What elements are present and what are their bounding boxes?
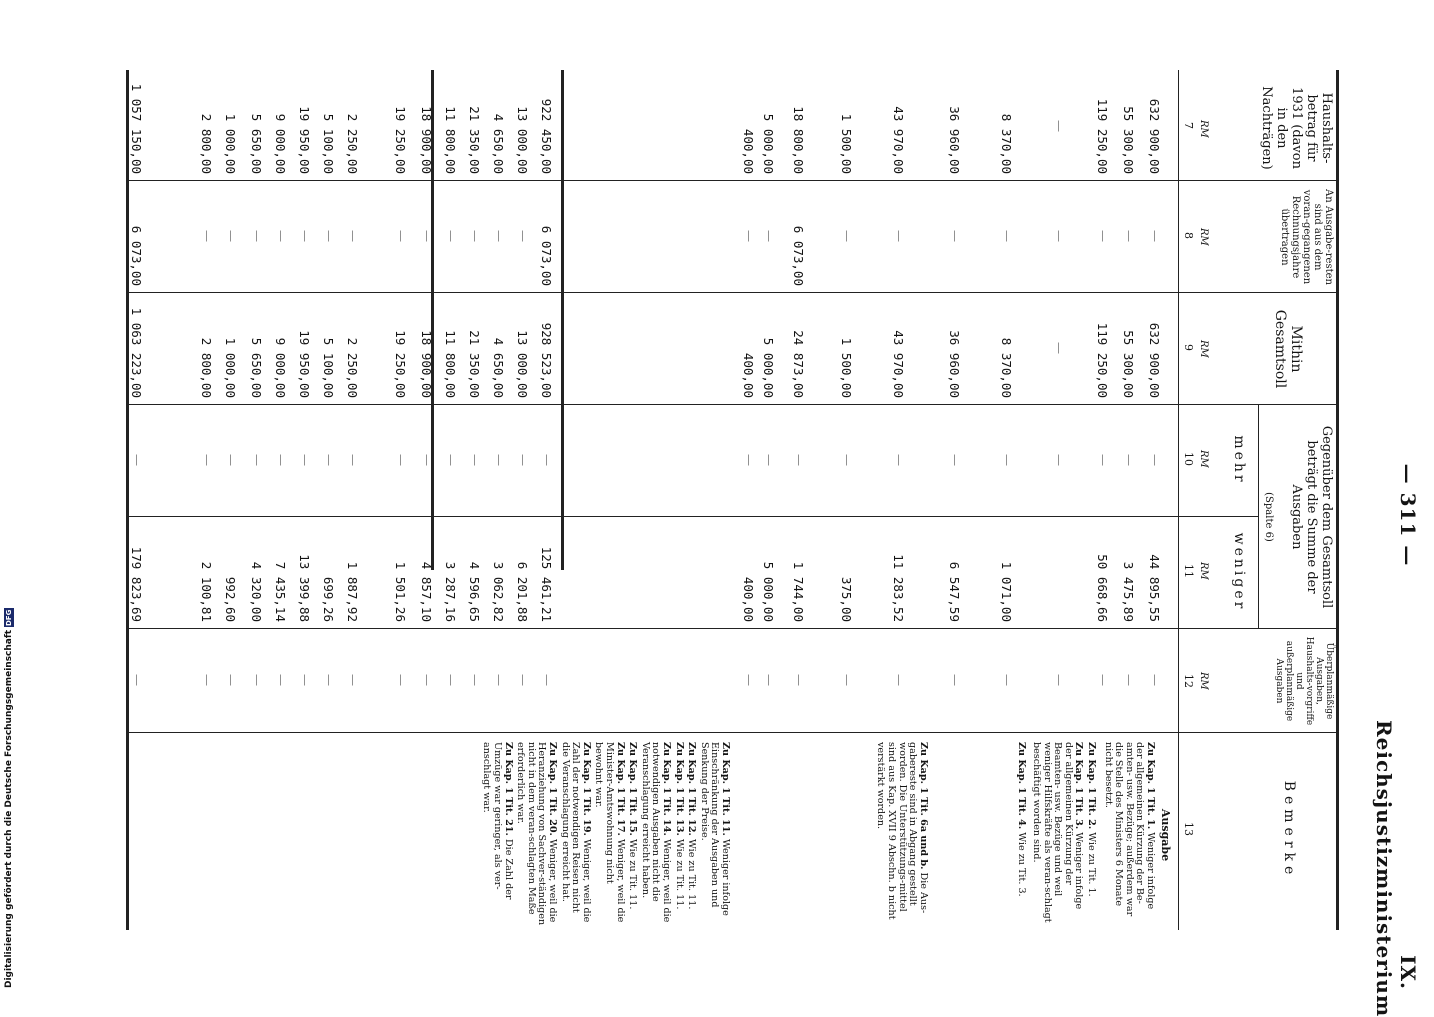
table-row-cell-c10: — (200, 454, 214, 466)
col8-number: 8 (1182, 232, 1195, 239)
group-rule (1258, 404, 1259, 628)
remark-note (673, 742, 684, 928)
table-row-cell-c11: 1 744,00 (791, 561, 806, 622)
col11-header: weniger (1231, 532, 1247, 612)
table-row-cell-c12: — (540, 674, 554, 686)
remarks-heading: Ausgabe (1159, 808, 1172, 862)
table-row-cell-c7: 1 500,00 (839, 113, 854, 174)
table-row-cell-c12: — (1000, 674, 1014, 686)
table-row-cell-c12: — (840, 674, 854, 686)
table-row-cell-c7: 400,00 (741, 128, 756, 174)
page-number: — 311 — (1396, 463, 1420, 567)
table-row-cell-c10: — (224, 454, 238, 466)
remark-text: Wie zu Tit. 1. (1086, 832, 1098, 897)
table-row-cell-c8: — (1148, 230, 1162, 242)
table-row-cell-c12: — (346, 674, 360, 686)
table-row-cell-c7: 632 900,00 (1147, 98, 1162, 174)
table-row-cell-c10: — (742, 454, 756, 466)
table-row-cell-c8: — (298, 230, 312, 242)
table-row-cell-c7: 19 250,00 (393, 106, 408, 174)
table-row-cell-c8: — (1052, 230, 1066, 242)
table-row-cell-c8: 6 073,00 (539, 225, 554, 286)
table-row-cell-c8: — (840, 230, 854, 242)
table-row-cell-c10: — (444, 454, 458, 466)
table-row-cell-c11: 5 000,00 (761, 561, 776, 622)
remark-ref: Zu Kap. 1 Tit. 6a und b. (917, 742, 929, 870)
table-row-cell-c7: 43 970,00 (891, 106, 906, 174)
col-rule-11-12 (129, 628, 1339, 629)
table-row-cell-c11: 3 287,16 (443, 561, 458, 622)
table-row-cell-c8: — (516, 230, 530, 242)
remark-text: Wie zu Tit. 11. (686, 838, 698, 910)
table-row-cell-c10: — (540, 454, 554, 466)
table-row-cell-c11: 699,26 (321, 576, 336, 622)
table-row-cell-c9: 19 250,00 (393, 330, 408, 398)
table-row-cell-c10: — (792, 454, 806, 466)
remark-note (875, 742, 928, 928)
table-row-cell-c10: — (250, 454, 264, 466)
table-row-cell-c8: — (420, 230, 434, 242)
table-row-cell-c12: — (1052, 674, 1066, 686)
remark-text: Weniger, weil die notwendigen Ausgaben nicht die Veranschlagung erreicht haben. (639, 742, 672, 923)
table-row-cell-c10: — (394, 454, 408, 466)
table-row-cell-c8: — (762, 230, 776, 242)
col-rule-12-13 (129, 732, 1339, 733)
col12-header: Überplanmäßige Ausgaben, Haushalts-vorgriffe und außerplanmäßige Ausgaben (1274, 636, 1334, 726)
col7-number: 7 (1182, 122, 1195, 129)
table-row-cell-c12: — (1122, 674, 1136, 686)
remark-ref: Zu Kap. 1 Tit. 20. (547, 742, 558, 836)
chapter-title: IX. Reichsjustizministerium (1372, 720, 1420, 1017)
remark-ref: Zu Kap. 1 Tit. 11. (719, 742, 731, 836)
table-row-cell-c10: — (762, 454, 776, 466)
table-row-cell-c8: — (346, 230, 360, 242)
table-row-cell-c12: — (444, 674, 458, 686)
table-row-cell-c8: — (492, 230, 506, 242)
table-row-cell-c8: — (200, 230, 214, 242)
table-row-cell-c9: 2 250,00 (345, 337, 360, 398)
table-row-cell-c9: 18 900,00 (419, 330, 434, 398)
table-row-cell-c10: — (840, 454, 854, 466)
table-row-cell-c12: — (250, 674, 264, 686)
remark-note (1085, 742, 1096, 928)
table-row-cell-c10: — (1000, 454, 1014, 466)
group-header: Gegenüber dem Gesamtsoll beträgt die Summe der Ausgaben (1289, 425, 1334, 609)
total-row-cell-c10: — (130, 454, 144, 466)
table-row-cell-c11: 6 201,88 (515, 561, 530, 622)
table-row-cell-c9: 928 523,00 (539, 322, 554, 398)
table-row-cell-c11: 375,00 (839, 576, 854, 622)
table-row-cell-c11: 1 501,26 (393, 561, 408, 622)
table-row-cell-c10: — (298, 454, 312, 466)
remark-text: Weniger, weil die Zahl der notwendigen Reisen nicht die Veranschlagung erreicht hat. (559, 742, 592, 923)
table-row-cell-c12: — (394, 674, 408, 686)
col8-unit: RM (1198, 228, 1209, 246)
remark-ref: Zu Kap. 1 Tit. 14. (660, 742, 672, 836)
table-row-cell-c9: 2 800,00 (199, 337, 214, 398)
table-row-cell-c9: 400,00 (741, 352, 756, 398)
table-row-cell-c7: 21 350,00 (467, 106, 482, 174)
table-row-cell-c9: 43 970,00 (891, 330, 906, 398)
col-rule-10-11 (129, 516, 1259, 517)
remark-text: Wie zu Tit. 11. (673, 838, 685, 910)
table-row-cell-c7: 2 800,00 (199, 113, 214, 174)
table-row-cell-c9: 55 300,00 (1121, 330, 1136, 398)
col9-header: Mithin Gesamtsoll (1272, 309, 1304, 389)
table-row-cell-c9: 9 000,00 (273, 337, 288, 398)
table-row-cell-c7: 55 300,00 (1121, 106, 1136, 174)
remark-note (627, 742, 638, 928)
table-row-cell-c11: 3 475,89 (1121, 561, 1136, 622)
col12-unit: RM (1198, 672, 1209, 690)
table-row-cell-c7: 1 000,00 (223, 113, 238, 174)
col-rule-9-10 (129, 404, 1339, 405)
table-row-cell-c8: — (322, 230, 336, 242)
table-row-cell-c12: — (322, 674, 336, 686)
remark-text: Weniger, weil die Minister-Amtswohnung nicht bewohnt war. (593, 742, 626, 923)
table-row-cell-c11: 7 435,14 (273, 561, 288, 622)
remark-ref: Zu Kap. 1 Tit. 13. (673, 742, 685, 836)
remark-text: Weniger infolge der allgemeinen Kürzung der Be-amten- usw. Bezüge; außerdem war die Stelle des Ministers 6 Monate nicht besetzt. (1102, 742, 1156, 917)
table-row-cell-c12: — (200, 674, 214, 686)
col9-number: 9 (1182, 344, 1195, 351)
table-row-cell-c12: — (1148, 674, 1162, 686)
remark-text: Die Aus-gabereste sind in Abgang gestellt worden. Die Unterstützungs-mittel sind aus Kap. XVII 9 Abschn. b nicht verstärkt worden. (875, 742, 929, 920)
table-row-cell-c10: — (420, 454, 434, 466)
top-rule (1336, 70, 1339, 930)
remark-text: Wie zu Tit. 11. (627, 838, 639, 910)
remark-text: Wie zu Tit. 3. (1016, 832, 1028, 897)
remark-ref: Zu Kap. 1 Tit. 4. (1016, 742, 1028, 830)
table-row-cell-c7: 18 900,00 (419, 106, 434, 174)
table-row-cell-c10: — (468, 454, 482, 466)
table-row-cell-c9: 5 000,00 (761, 337, 776, 398)
table-row-cell-c12: — (762, 674, 776, 686)
remark-ref: Zu Kap. 1 Tit. 12. (686, 742, 698, 836)
remark-note (481, 742, 513, 928)
dfg-logo: DFG (5, 609, 13, 626)
table-row-cell-c7: — (1052, 120, 1066, 132)
table-row-cell-c8: — (1096, 230, 1110, 242)
header-rule (1178, 70, 1179, 930)
col10-number: 10 (1182, 452, 1195, 466)
col13-header: Bemerke (1281, 780, 1297, 880)
table-row-cell-c11: 13 399,88 (297, 554, 312, 622)
table-row-cell-c7: 5 100,00 (321, 113, 336, 174)
table-row-cell-c12: — (792, 674, 806, 686)
remark-ref: Zu Kap. 1 Tit. 15. (627, 742, 639, 836)
table-row-cell-c9: 11 800,00 (443, 330, 458, 398)
table-row-cell-c9: — (1052, 342, 1066, 354)
remark-ref: Zu Kap. 1 Tit. 21. (502, 742, 514, 836)
table-row-cell-c12: — (742, 674, 756, 686)
remark-ref: Zu Kap. 1 Tit. 3. (1073, 742, 1085, 830)
table-row-cell-c12: — (274, 674, 288, 686)
table-row-cell-c9: 8 370,00 (999, 337, 1014, 398)
table-row-cell-c11: 3 062,82 (491, 561, 506, 622)
table-row-cell-c10: — (1096, 454, 1110, 466)
table-row-cell-c10: — (892, 454, 906, 466)
table-row-cell-c8: — (1000, 230, 1014, 242)
table-row-cell-c10: — (1122, 454, 1136, 466)
table-row-cell-c7: 2 250,00 (345, 113, 360, 174)
table-row-cell-c8: — (274, 230, 288, 242)
table-row-cell-c9: 5 650,00 (249, 337, 264, 398)
total-row-cell-c12: — (130, 674, 144, 686)
table-row-cell-c12: — (892, 674, 906, 686)
table-row-cell-c9: 1 500,00 (839, 337, 854, 398)
col-rule-7-8 (129, 180, 1339, 181)
remark-text: Weniger, weil die Heranziehung von Sachver-ständigen nicht in dem veran-schlagten Maße erforderlich war. (515, 742, 558, 926)
table-row-cell-c11: 11 283,52 (891, 554, 906, 622)
table-row-cell-c8: — (394, 230, 408, 242)
table-row-cell-c9: 632 900,00 (1147, 322, 1162, 398)
table-row-cell-c8: — (1122, 230, 1136, 242)
total-row-cell-c9: 1 063 223,00 (129, 307, 144, 398)
table-row-cell-c11: 4 320,00 (249, 561, 264, 622)
table-row-cell-c11: 1 071,00 (999, 561, 1014, 622)
side-credit (4, 608, 18, 988)
col9-unit: RM (1198, 340, 1209, 358)
table-row-cell-c9: 4 650,00 (491, 337, 506, 398)
table-row-cell-c7: 11 800,00 (443, 106, 458, 174)
table-row-cell-c12: — (948, 674, 962, 686)
table-row-cell-c10: — (274, 454, 288, 466)
remark-ref: Zu Kap. 1 Tit. 1. (1145, 742, 1156, 830)
table-row-cell-c9: 24 873,00 (791, 330, 806, 398)
table-row-cell-c8: — (892, 230, 906, 242)
table-row-cell-c7: 9 000,00 (273, 113, 288, 174)
remark-text: Weniger infolge Einschränkung der Ausgaben und Senkung der Preise. (698, 742, 731, 916)
table-row-cell-c11: 400,00 (741, 576, 756, 622)
total-row-cell-c11: 179 823,69 (129, 546, 144, 622)
table-row-cell-c11: 125 461,21 (539, 546, 554, 622)
table-row-cell-c9: 13 000,00 (515, 330, 530, 398)
table-row-cell-c12: — (420, 674, 434, 686)
table-row-cell-c7: 8 370,00 (999, 113, 1014, 174)
table-row-cell-c11: 50 668,66 (1095, 554, 1110, 622)
remark-ref: Zu Kap. 1 Tit. 2. (1086, 742, 1098, 830)
remarks-column (481, 742, 1172, 928)
total-row-cell-c7: 1 057 150,00 (129, 83, 144, 174)
table-row-cell-c12: — (1096, 674, 1110, 686)
table-row-cell-c11: 1 887,92 (345, 561, 360, 622)
remark-text: Die Zahl der Umzüge war geringer, als ver-anschlagt war. (481, 742, 514, 900)
remark-ref: Zu Kap. 1 Tit. 17. (614, 742, 626, 836)
table-row-cell-c11: 4 857,10 (419, 561, 434, 622)
col-rule-8-9 (129, 292, 1339, 293)
remark-ref: Zu Kap. 1 Tit. 19. (580, 742, 592, 836)
table-row-cell-c12: — (492, 674, 506, 686)
table-row-cell-c7: 4 650,00 (491, 113, 506, 174)
table-row-cell-c7: 922 450,00 (539, 98, 554, 174)
remark-note (1102, 742, 1155, 928)
total-row-cell-c8: 6 073,00 (129, 225, 144, 286)
table-row-cell-c8: — (444, 230, 458, 242)
table-row-cell-c11: 2 100,81 (199, 561, 214, 622)
table-row-cell-c10: — (1148, 454, 1162, 466)
col11-unit: RM (1198, 562, 1209, 580)
subtotal-rule (561, 70, 564, 570)
col11-number: 11 (1182, 564, 1195, 578)
remark-note (698, 742, 730, 928)
table-row-cell-c9: 36 960,00 (947, 330, 962, 398)
remark-note (1030, 742, 1083, 928)
table-row-cell-c7: 5 650,00 (249, 113, 264, 174)
remark-note (593, 742, 625, 928)
table-row-cell-c12: — (298, 674, 312, 686)
remark-note (639, 742, 671, 928)
table-row-cell-c10: — (346, 454, 360, 466)
remark-text: Weniger infolge der allgemeinen Kürzung der Beamten- usw. Bezüge und weil weniger Hilfskräfte als veran-schlagt beschäftigt worden sind. (1031, 742, 1085, 923)
remark-note (559, 742, 591, 928)
table-row-cell-c10: — (322, 454, 336, 466)
table-row-cell-c8: — (948, 230, 962, 242)
table-row-cell-c9: 19 950,00 (297, 330, 312, 398)
table-row-cell-c8: — (742, 230, 756, 242)
remark-note (515, 742, 557, 928)
table-row-cell-c11: 4 596,65 (467, 561, 482, 622)
table-row-cell-c11: 44 895,55 (1147, 554, 1162, 622)
table-row-cell-c7: 18 800,00 (791, 106, 806, 174)
table-row-cell-c9: 5 100,00 (321, 337, 336, 398)
table-row-cell-c11: 6 547,59 (947, 561, 962, 622)
table-row-cell-c10: — (492, 454, 506, 466)
col8-header: An Ausgabe-resten sind aus dem voran-gegangenen Rechnungsjahre übertragen (1279, 189, 1334, 285)
col12-number: 12 (1182, 674, 1195, 688)
table-row-cell-c9: 1 000,00 (223, 337, 238, 398)
table-row-cell-c10: — (516, 454, 530, 466)
table-row-cell-c8: 6 073,00 (791, 225, 806, 286)
table-row-cell-c12: — (224, 674, 238, 686)
table-row-cell-c10: — (1052, 454, 1066, 466)
table-row-cell-c8: — (250, 230, 264, 242)
col7-header: Haushalts-betrag für 1931 (davon in den Nachträgen) (1259, 86, 1334, 170)
table-row-cell-c12: — (516, 674, 530, 686)
group-subheader: (Spalte 6) (1263, 492, 1274, 542)
remark-note (1016, 742, 1027, 928)
table-row-cell-c7: 5 000,00 (761, 113, 776, 174)
table-row-cell-c12: — (468, 674, 482, 686)
remark-note (686, 742, 697, 928)
col10-header: mehr (1231, 435, 1247, 485)
table-row-cell-c8: — (468, 230, 482, 242)
table-row-cell-c8: — (224, 230, 238, 242)
table-row-cell-c10: — (948, 454, 962, 466)
col13-number: 13 (1182, 822, 1195, 836)
table-row-cell-c7: 119 250,00 (1095, 98, 1110, 174)
col7-unit: RM (1198, 120, 1209, 138)
col10-unit: RM (1198, 450, 1209, 468)
table-row-cell-c9: 119 250,00 (1095, 322, 1110, 398)
side-credit-text: Digitalisierung gefördert durch die Deutsche Forschungsgemeinschaft (4, 629, 14, 988)
table-row-cell-c7: 13 000,00 (515, 106, 530, 174)
table-row-cell-c9: 21 350,00 (467, 330, 482, 398)
table-row-cell-c7: 19 950,00 (297, 106, 312, 174)
table-row-cell-c7: 36 960,00 (947, 106, 962, 174)
table-row-cell-c11: 992,60 (223, 576, 238, 622)
